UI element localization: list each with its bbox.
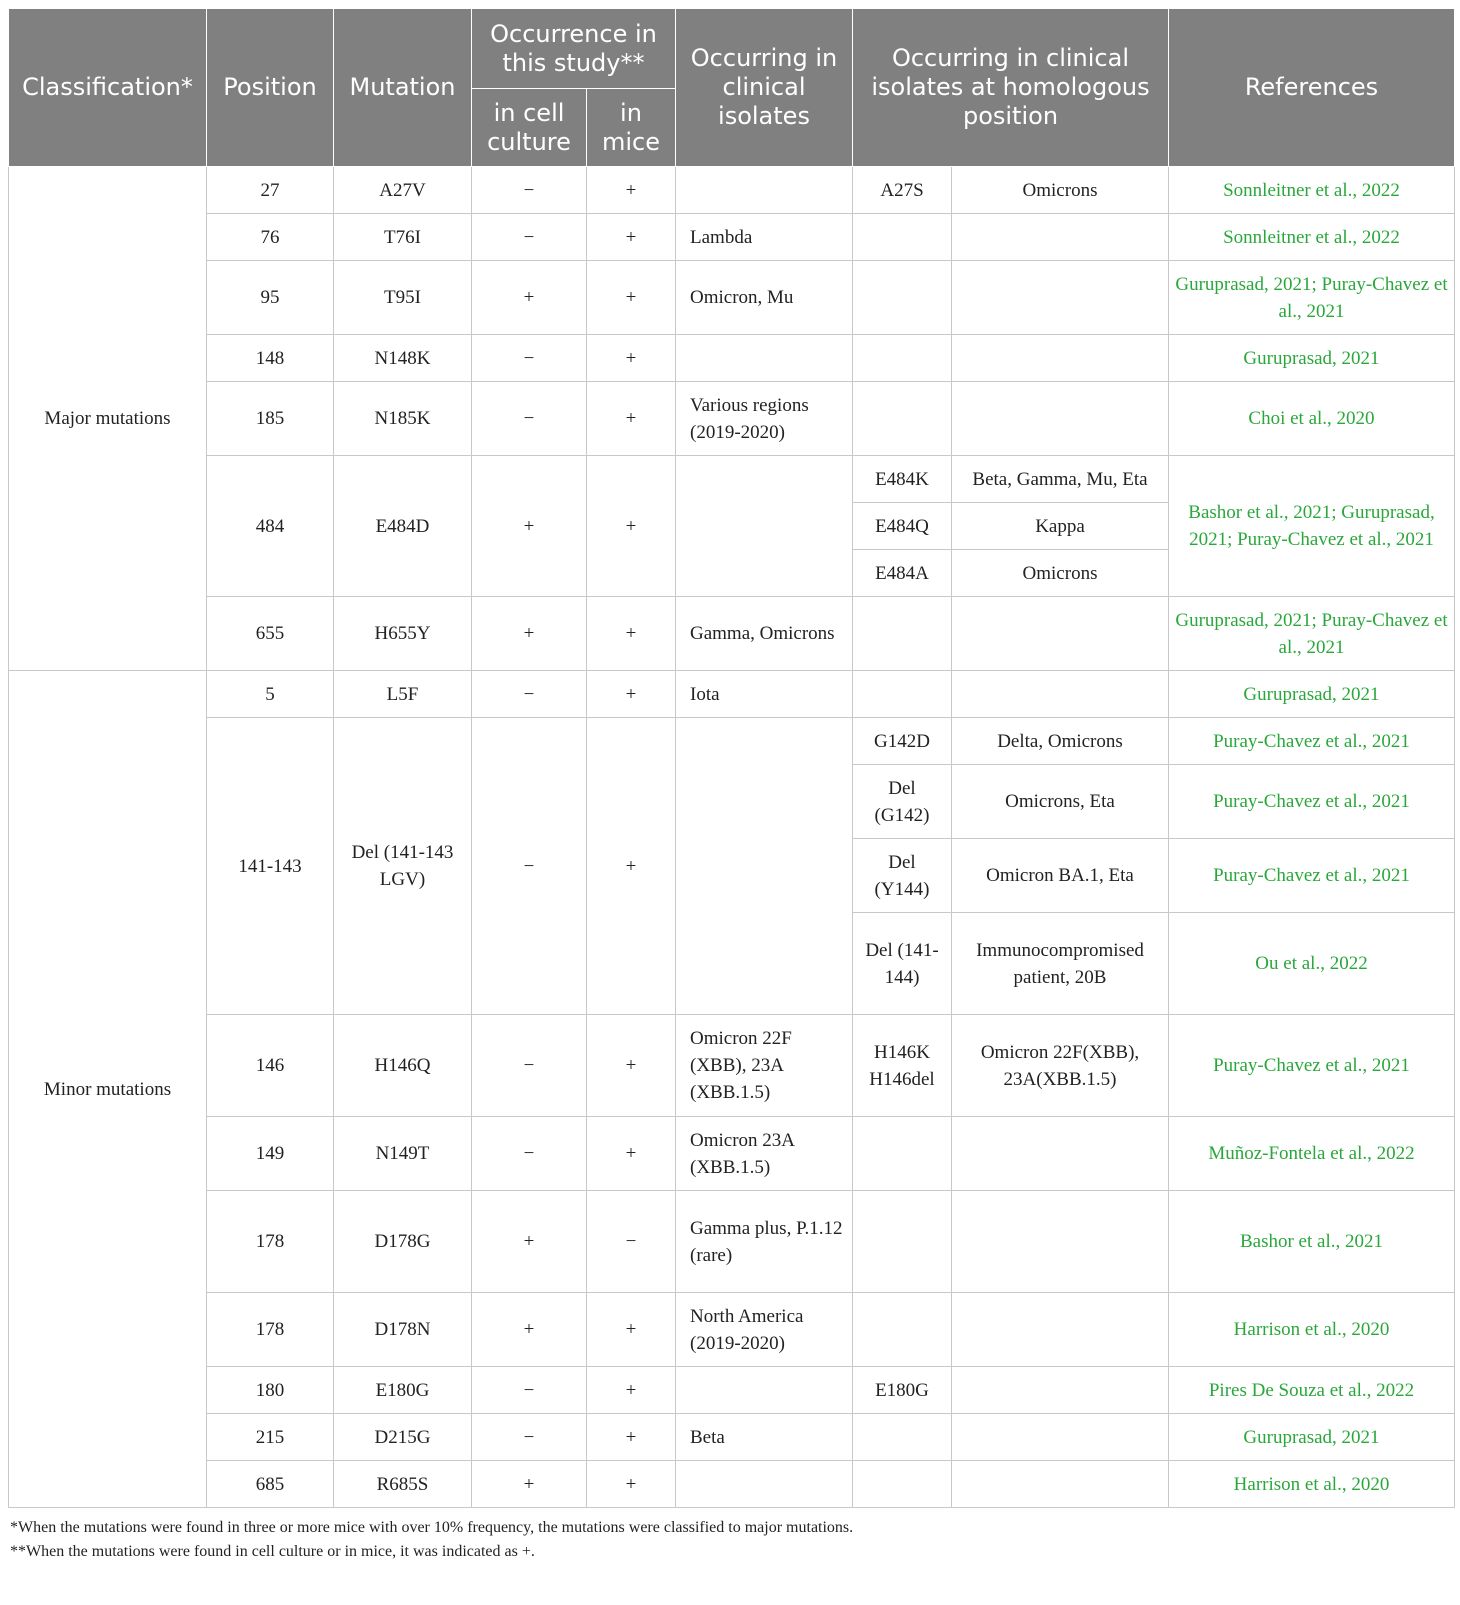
mutation-cell: D178G (334, 1191, 472, 1293)
mutation-cell: N185K (334, 382, 472, 456)
table-row (9, 335, 1455, 382)
mutation-cell: N148K (334, 335, 472, 382)
mice-cell: + (587, 167, 676, 214)
mice-cell: + (587, 1461, 676, 1508)
reference-link[interactable]: Puray-Chavez et al., 2021 (1169, 718, 1455, 765)
cell-culture-cell: + (472, 456, 587, 597)
homologous-mutation-cell: H146K H146del (853, 1015, 952, 1117)
position-cell: 178 (207, 1191, 334, 1293)
homologous-mutation-cell: E180G (853, 1367, 952, 1414)
homologous-variant-cell: Omicrons, Eta (952, 765, 1169, 839)
mice-cell: + (587, 718, 676, 1015)
homologous-variant-cell: Beta, Gamma, Mu, Eta (952, 456, 1169, 503)
reference-link[interactable]: Puray-Chavez et al., 2021 (1169, 765, 1455, 839)
mutation-cell: Del (141-143 LGV) (334, 718, 472, 1015)
mutation-cell: H655Y (334, 597, 472, 671)
mice-cell: + (587, 456, 676, 597)
homologous-mutation-cell (853, 382, 952, 456)
mice-cell: + (587, 1367, 676, 1414)
mutation-cell: H146Q (334, 1015, 472, 1117)
position-cell: 215 (207, 1414, 334, 1461)
cell-culture-cell: − (472, 335, 587, 382)
cell-culture-cell: − (472, 671, 587, 718)
position-cell: 484 (207, 456, 334, 597)
homologous-variant-cell (952, 1461, 1169, 1508)
clinical-cell: Gamma plus, P.1.12 (rare) (676, 1191, 853, 1293)
mice-cell: + (587, 261, 676, 335)
position-cell: 148 (207, 335, 334, 382)
mutation-cell: R685S (334, 1461, 472, 1508)
header-classification: Classification* (9, 9, 207, 167)
position-cell: 5 (207, 671, 334, 718)
homologous-mutation-cell: E484K (853, 456, 952, 503)
position-cell: 146 (207, 1015, 334, 1117)
homologous-variant-cell: Kappa (952, 503, 1169, 550)
homologous-mutation-cell: A27S (853, 167, 952, 214)
mice-cell: + (587, 671, 676, 718)
cell-culture-cell: − (472, 167, 587, 214)
mutation-cell: L5F (334, 671, 472, 718)
position-cell: 76 (207, 214, 334, 261)
clinical-cell: Omicron, Mu (676, 261, 853, 335)
clinical-cell: Beta (676, 1414, 853, 1461)
cell-culture-cell: − (472, 382, 587, 456)
position-cell: 149 (207, 1117, 334, 1191)
position-cell: 180 (207, 1367, 334, 1414)
reference-link[interactable]: Harrison et al., 2020 (1169, 1461, 1455, 1508)
table-row (9, 1191, 1455, 1293)
cell-culture-cell: − (472, 1414, 587, 1461)
header-mutation: Mutation (334, 9, 472, 167)
homologous-mutation-cell: Del (Y144) (853, 839, 952, 913)
mutation-cell: E180G (334, 1367, 472, 1414)
reference-link[interactable]: Guruprasad, 2021; Puray-Chavez et al., 2021 (1169, 597, 1455, 671)
header-homologous: Occurring in clinical isolates at homologous position (853, 9, 1169, 167)
mice-cell: + (587, 1293, 676, 1367)
homologous-variant-cell (952, 597, 1169, 671)
clinical-cell: Iota (676, 671, 853, 718)
table-row (9, 261, 1455, 335)
table-row (9, 1414, 1455, 1461)
clinical-cell (676, 718, 853, 1015)
mice-cell: + (587, 382, 676, 456)
homologous-variant-cell (952, 335, 1169, 382)
reference-link[interactable]: Pires De Souza et al., 2022 (1169, 1367, 1455, 1414)
header-in-mice: in mice (587, 89, 676, 167)
clinical-cell: Omicron 23A (XBB.1.5) (676, 1117, 853, 1191)
homologous-variant-cell: Omicron BA.1, Eta (952, 839, 1169, 913)
homologous-variant-cell: Omicrons (952, 167, 1169, 214)
homologous-mutation-cell (853, 671, 952, 718)
reference-link[interactable]: Ou et al., 2022 (1169, 913, 1455, 1015)
reference-link[interactable]: Sonnleitner et al., 2022 (1169, 214, 1455, 261)
cell-culture-cell: + (472, 261, 587, 335)
clinical-cell (676, 1461, 853, 1508)
cell-culture-cell: − (472, 1117, 587, 1191)
mutation-cell: A27V (334, 167, 472, 214)
clinical-cell (676, 456, 853, 597)
homologous-variant-cell (952, 1414, 1169, 1461)
table-row (9, 1015, 1455, 1117)
table-row (9, 382, 1455, 456)
mutation-cell: T76I (334, 214, 472, 261)
cell-culture-cell: − (472, 1015, 587, 1117)
homologous-variant-cell: Omicron 22F(XBB), 23A(XBB.1.5) (952, 1015, 1169, 1117)
table-body (9, 167, 1455, 1508)
clinical-cell (676, 335, 853, 382)
homologous-variant-cell: Delta, Omicrons (952, 718, 1169, 765)
header-occurrence: Occurrence in this study** (472, 9, 676, 89)
position-cell: 141-143 (207, 718, 334, 1015)
cell-culture-cell: + (472, 1461, 587, 1508)
position-cell: 655 (207, 597, 334, 671)
cell-culture-cell: + (472, 1191, 587, 1293)
mutations-table (8, 8, 1455, 1508)
table-row (9, 167, 1455, 214)
header-clinical: Occurring in clinical isolates (676, 9, 853, 167)
mice-cell: + (587, 1015, 676, 1117)
reference-link[interactable]: Puray-Chavez et al., 2021 (1169, 1015, 1455, 1117)
homologous-variant-cell (952, 1367, 1169, 1414)
homologous-mutation-cell: Del (141-144) (853, 913, 952, 1015)
mutation-cell: T95I (334, 261, 472, 335)
mutation-cell: D178N (334, 1293, 472, 1367)
reference-link[interactable]: Muñoz-Fontela et al., 2022 (1169, 1117, 1455, 1191)
homologous-mutation-cell (853, 1191, 952, 1293)
clinical-cell: Various regions (2019-2020) (676, 382, 853, 456)
mutation-cell: N149T (334, 1117, 472, 1191)
homologous-variant-cell: Omicrons (952, 550, 1169, 597)
reference-link[interactable]: Guruprasad, 2021 (1169, 1414, 1455, 1461)
table-row (9, 1117, 1455, 1191)
homologous-mutation-cell (853, 335, 952, 382)
clinical-cell: North America (2019-2020) (676, 1293, 853, 1367)
clinical-cell: Omicron 22F (XBB), 23A (XBB.1.5) (676, 1015, 853, 1117)
clinical-cell (676, 167, 853, 214)
table-container (8, 8, 1454, 1564)
homologous-variant-cell (952, 382, 1169, 456)
mice-cell: − (587, 1191, 676, 1293)
reference-link[interactable]: Guruprasad, 2021 (1169, 335, 1455, 382)
clinical-cell: Gamma, Omicrons (676, 597, 853, 671)
table-row (9, 671, 1455, 718)
position-cell: 685 (207, 1461, 334, 1508)
homologous-mutation-cell: E484A (853, 550, 952, 597)
group-major-label: Major mutations (9, 167, 207, 671)
homologous-variant-cell (952, 671, 1169, 718)
homologous-mutation-cell: E484Q (853, 503, 952, 550)
reference-link[interactable]: Bashor et al., 2021; Guruprasad, 2021; Puray-Chavez et al., 2021 (1169, 456, 1455, 597)
clinical-cell (676, 1367, 853, 1414)
mice-cell: + (587, 597, 676, 671)
position-cell: 185 (207, 382, 334, 456)
cell-culture-cell: − (472, 718, 587, 1015)
clinical-cell: Lambda (676, 214, 853, 261)
table-row (9, 1461, 1455, 1508)
table-row (9, 718, 1455, 765)
mice-cell: + (587, 214, 676, 261)
table-row (9, 214, 1455, 261)
homologous-mutation-cell (853, 1117, 952, 1191)
homologous-mutation-cell (853, 1293, 952, 1367)
reference-link[interactable]: Choi et al., 2020 (1169, 382, 1455, 456)
table-row (9, 456, 1455, 503)
mice-cell: + (587, 1117, 676, 1191)
reference-link[interactable]: Harrison et al., 2020 (1169, 1293, 1455, 1367)
homologous-mutation-cell: G142D (853, 718, 952, 765)
homologous-variant-cell (952, 261, 1169, 335)
header-in-cell-culture: in cell culture (472, 89, 587, 167)
homologous-mutation-cell (853, 1461, 952, 1508)
mice-cell: + (587, 335, 676, 382)
homologous-variant-cell: Immunocompromised patient, 20B (952, 913, 1169, 1015)
table-header (9, 9, 1455, 167)
group-minor-label: Minor mutations (9, 671, 207, 1508)
table-row (9, 1367, 1455, 1414)
homologous-mutation-cell (853, 597, 952, 671)
homologous-variant-cell (952, 1293, 1169, 1367)
table-row (9, 597, 1455, 671)
cell-culture-cell: + (472, 597, 587, 671)
mutation-cell: D215G (334, 1414, 472, 1461)
footnote-indication: **When the mutations were found in cell culture or in mice, it was indicated as +. (10, 1543, 535, 1560)
mutation-cell: E484D (334, 456, 472, 597)
position-cell: 95 (207, 261, 334, 335)
reference-link[interactable]: Puray-Chavez et al., 2021 (1169, 839, 1455, 913)
homologous-variant-cell (952, 1191, 1169, 1293)
position-cell: 178 (207, 1293, 334, 1367)
homologous-variant-cell (952, 1117, 1169, 1191)
homologous-mutation-cell (853, 1414, 952, 1461)
cell-culture-cell: − (472, 1367, 587, 1414)
homologous-mutation-cell: Del (G142) (853, 765, 952, 839)
reference-link[interactable]: Bashor et al., 2021 (1169, 1191, 1455, 1293)
footnote-major: *When the mutations were found in three or more mice with over 10% frequency, the mutations were classified to major mutations. (10, 1519, 854, 1536)
cell-culture-cell: − (472, 214, 587, 261)
table-row (9, 1293, 1455, 1367)
mice-cell: + (587, 1414, 676, 1461)
reference-link[interactable]: Guruprasad, 2021; Puray-Chavez et al., 2021 (1169, 261, 1455, 335)
reference-link[interactable]: Guruprasad, 2021 (1169, 671, 1455, 718)
homologous-variant-cell (952, 214, 1169, 261)
homologous-mutation-cell (853, 261, 952, 335)
reference-link[interactable]: Sonnleitner et al., 2022 (1169, 167, 1455, 214)
cell-culture-cell: + (472, 1293, 587, 1367)
position-cell: 27 (207, 167, 334, 214)
header-references: References (1169, 9, 1455, 167)
header-position: Position (207, 9, 334, 167)
homologous-mutation-cell (853, 214, 952, 261)
